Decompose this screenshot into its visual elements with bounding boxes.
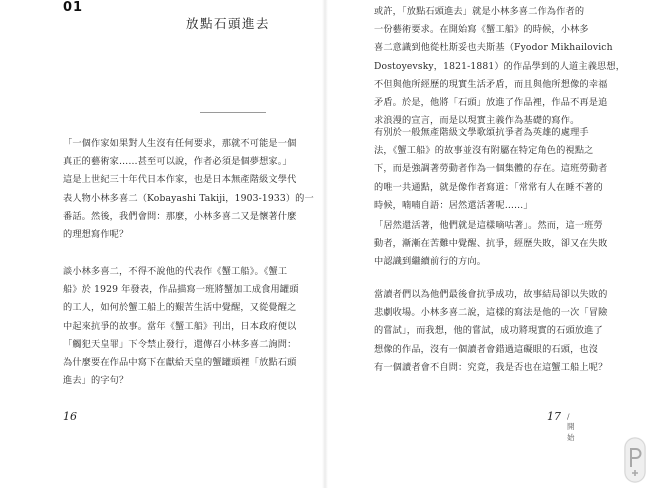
text-line: 或許，「放點石頭進去」就是小林多喜二作為作者的 (374, 6, 585, 17)
paragraph (374, 286, 607, 377)
text-line: 「一個作家如果對人生沒有任何要求，那就不可能是一個 (63, 138, 297, 149)
text-line: 不但與他所經歷的現實生活矛盾，而且與他所想像的幸福 (374, 78, 608, 90)
text-line: 的理想寫作呢？ (63, 229, 129, 241)
text-line: 中認識到繼續前行的方向。 (374, 256, 487, 268)
text-line: 矛盾。於是，他將「石頭」放進了作品裡，作品不再是追 (374, 97, 608, 109)
paragraph (374, 3, 625, 130)
publisher-logo-icon (624, 437, 646, 483)
text-line: 的工人，如何於蟹工船上的艱苦生活中覺醒，又從覺醒之 (63, 302, 297, 314)
text-line: 求浪漫的宣言，而是以現實主義作為基礎的寫作。 (374, 115, 580, 127)
text-line: 時候，喃喃自語：居然還活著呢……」 (374, 199, 533, 211)
text-line: 想像的作品，沒有一個讀者會錯過這礙眼的石頭，也沒 (374, 343, 599, 355)
text-line: 動者，漸漸在苦難中覺醒、抗爭，經歷失敗，卻又在失敗 (374, 238, 608, 250)
text-line: Dostoyevsky，1821-1881）的作品學到的人道主義思想， (374, 60, 626, 72)
text-line: 有一個讀者會不自問：究竟，我是否也在這蟹工船上呢？ (374, 361, 608, 373)
text-line: 談小林多喜二，不得不說他的代表作《蟹工船》。《蟹工 (63, 266, 288, 277)
text-line: 的嘗試」，而我想，他的嘗試，成功將現實的石頭放進了 (374, 325, 603, 337)
text-line: 有別於一般無產階級文學歌頌抗爭者為英雄的處理手 (374, 127, 589, 138)
text-line: 中起來抗爭的故事。當年《蟹工船》刊出，日本政府便以 (63, 320, 297, 332)
text-line: 當讀者們以為他們最後會抗爭成功，故事結局卻以失敗的 (374, 289, 608, 300)
page-number-right: 17 (547, 410, 561, 423)
chapter-title: 放點石頭進去 (186, 16, 271, 31)
text-line: 真正的藝術家……甚至可以說，作者必須是個夢想家。」 (63, 156, 292, 168)
chapter-number: 01 (63, 0, 84, 15)
text-line: 番話。然後，我們會問：那麼，小林多喜二又是懷著什麼 (63, 210, 297, 222)
text-line: 喜二意識到他從杜斯妥也夫斯基（Fyodor Mikhailovich (374, 42, 613, 54)
text-line: 這是上世紀三十年代日本作家，也是日本無產階級文學代 (63, 174, 297, 186)
text-line: 一份藝術要求。在開始寫《蟹工船》的時候，小林多 (374, 24, 589, 36)
text-line: 法，《蟹工船》的故事並沒有附屬在特定角色的視點之 (374, 145, 594, 157)
text-line: 為什麼要在作品中寫下在獻給天皇的蟹罐頭裡「放點石頭 (63, 357, 297, 369)
text-line: 下，而是強調著勞動者作為一個集體的存在。這班勞動者 (374, 163, 608, 175)
text-line: 「觸犯天皇罪」下令禁止發行，還傳召小林多喜二詢問： (63, 338, 297, 350)
text-line: 進去」的字句？ (63, 375, 129, 387)
paragraph (374, 217, 607, 272)
text-line: 船》於 1929 年發表，作品描寫一班將蟹加工成食用罐頭 (63, 284, 299, 296)
text-line: 「居然還活著，他們就是這樣嘀咕著」。然而，這一班勞 (374, 220, 603, 231)
paragraph (374, 124, 607, 215)
text-line: 悲劇收場。小林多喜二說，這樣的寫法是他的一次「冒險 (374, 307, 608, 319)
text-line: 的唯一共通點，就是像作者寫道：「常常有人在睡不著的 (374, 181, 603, 193)
text-line: 表人物小林多喜二（Kobayashi Takiji，1903-1933）的一 (63, 192, 314, 204)
page-number-left: 16 (63, 410, 77, 423)
running-head: / 開始 (567, 412, 575, 442)
